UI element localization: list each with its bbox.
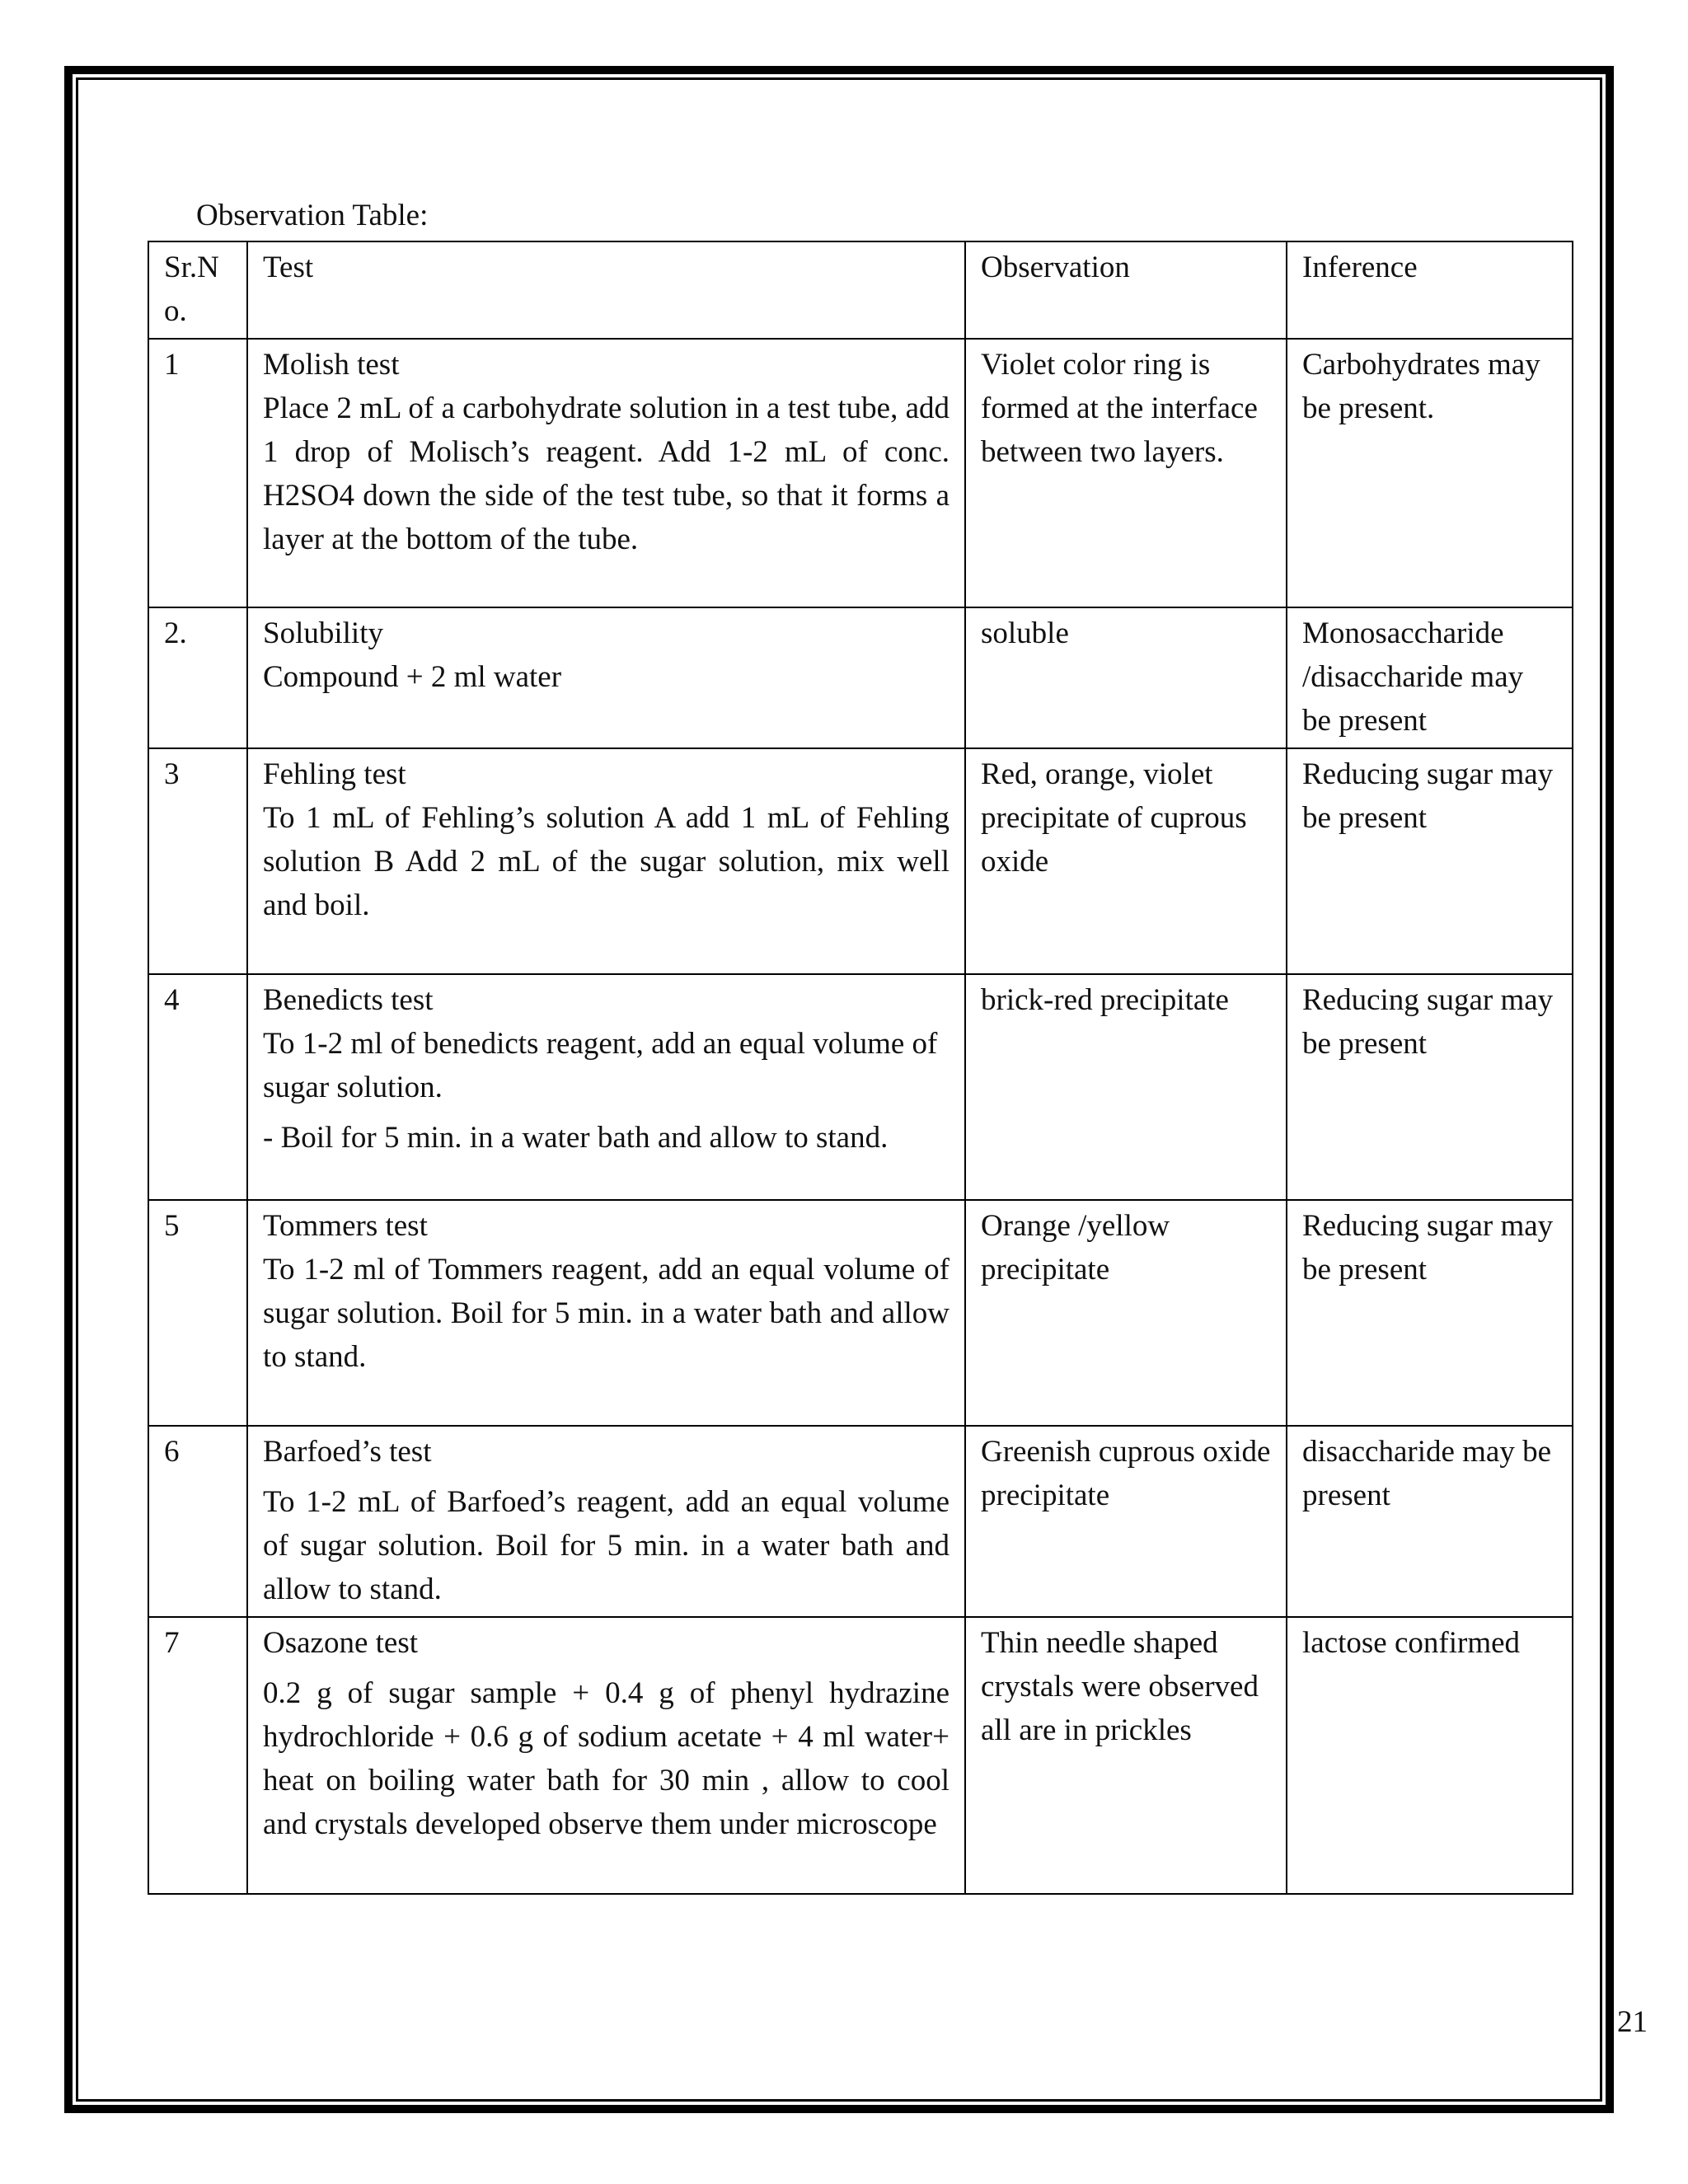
test-name: Barfoed’s test <box>263 1435 432 1469</box>
row-inference: Reducing sugar may be present <box>1287 1200 1573 1426</box>
header-inference: Inference <box>1287 241 1573 339</box>
table-row <box>148 339 1573 607</box>
table-caption: Observation Table: <box>196 199 429 232</box>
test-description: To 1-2 ml of Tommers reagent, add an equal volume of sugar solution. Boil for 5 min. in a water bath and allow to stand. <box>263 1253 950 1374</box>
row-test <box>247 607 965 748</box>
row-observation: Violet color ring is formed at the interface between two layers. <box>965 339 1287 607</box>
row-observation: Greenish cuprous oxide precipitate <box>965 1426 1287 1617</box>
test-description-step: - Boil for 5 min. in a water bath and allow to stand. <box>263 1121 889 1155</box>
test-name: Molish test <box>263 348 400 382</box>
row-test <box>247 339 965 607</box>
table-row <box>148 974 1573 1200</box>
header-sr-no: Sr.N o. <box>148 241 247 339</box>
row-observation: Thin needle shaped crystals were observed all are in prickles <box>965 1617 1287 1894</box>
row-sr-no: 5 <box>148 1200 247 1426</box>
table-header-row <box>148 241 1573 339</box>
test-description: Place 2 mL of a carbohydrate solution in a test tube, add 1 drop of Molisch’s reagent. Add 1-2 mL of conc. H2SO4 down the side of the test tube, so that it forms a layer at the bottom of the tube. <box>263 391 950 556</box>
row-sr-no: 2. <box>148 607 247 748</box>
test-name: Tommers test <box>263 1209 428 1243</box>
row-sr-no: 3 <box>148 748 247 974</box>
table-row <box>148 748 1573 974</box>
test-description: Compound + 2 ml water <box>263 660 562 694</box>
row-inference: Monosaccharide /disaccharide may be present <box>1287 607 1573 748</box>
row-inference: Reducing sugar may be present <box>1287 748 1573 974</box>
test-name: Osazone test <box>263 1626 419 1660</box>
header-observation: Observation <box>965 241 1287 339</box>
row-inference: Carbohydrates may be present. <box>1287 339 1573 607</box>
test-description: To 1-2 ml of benedicts reagent, add an equal volume of sugar solution. <box>263 1027 938 1104</box>
row-inference: disaccharide may be present <box>1287 1426 1573 1617</box>
row-sr-no: 4 <box>148 974 247 1200</box>
table-row <box>148 1426 1573 1617</box>
table-row <box>148 1617 1573 1894</box>
row-sr-no: 1 <box>148 339 247 607</box>
row-test <box>247 1200 965 1426</box>
row-test <box>247 748 965 974</box>
row-observation: soluble <box>965 607 1287 748</box>
header-test: Test <box>247 241 965 339</box>
test-description: To 1-2 mL of Barfoed’s reagent, add an equal volume of sugar solution. Boil for 5 min. in a water bath and allow to stand. <box>263 1485 950 1606</box>
row-test <box>247 1426 965 1617</box>
row-inference: Reducing sugar may be present <box>1287 974 1573 1200</box>
test-name: Fehling test <box>263 757 406 791</box>
row-inference: lactose confirmed <box>1287 1617 1573 1894</box>
page-number: 21 <box>1617 2005 1648 2039</box>
table-row <box>148 1200 1573 1426</box>
row-test <box>247 974 965 1200</box>
row-test <box>247 1617 965 1894</box>
test-name: Solubility <box>263 616 383 650</box>
test-description: 0.2 g of sugar sample + 0.4 g of phenyl hydrazine hydrochloride + 0.6 g of sodium acetate + 4 ml water+ heat on boiling water bath for 30 min , allow to cool and crystals developed observe them under microscope <box>263 1676 950 1841</box>
test-name: Benedicts test <box>263 983 434 1017</box>
row-observation: Red, orange, violet precipitate of cuprous oxide <box>965 748 1287 974</box>
row-sr-no: 7 <box>148 1617 247 1894</box>
test-description: To 1 mL of Fehling’s solution A add 1 mL of Fehling solution B Add 2 mL of the sugar solution, mix well and boil. <box>263 801 950 922</box>
row-sr-no: 6 <box>148 1426 247 1617</box>
row-observation: Orange /yellow precipitate <box>965 1200 1287 1426</box>
observation-table <box>148 241 1573 1895</box>
table-row <box>148 607 1573 748</box>
row-observation: brick-red precipitate <box>965 974 1287 1200</box>
